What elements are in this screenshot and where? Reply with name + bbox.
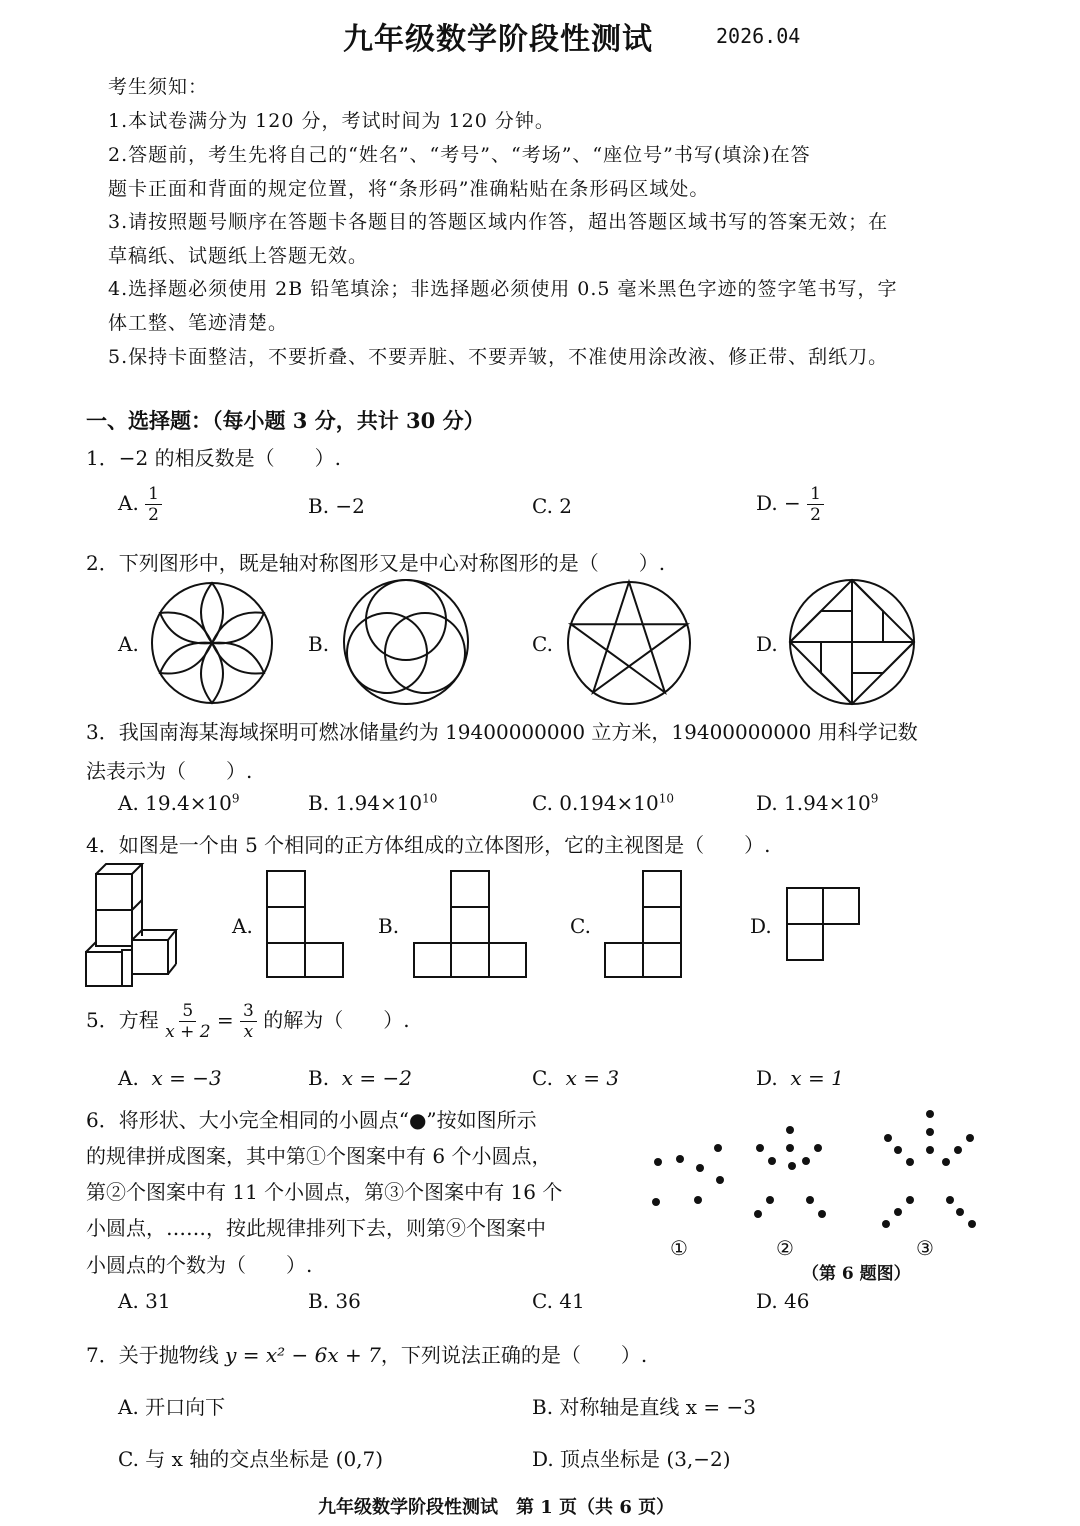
dot bbox=[714, 1144, 722, 1152]
dot bbox=[926, 1110, 934, 1118]
dot bbox=[754, 1210, 762, 1218]
question-1-stem: 1．−2 的相反数是（ ）. bbox=[86, 446, 341, 470]
dot bbox=[926, 1146, 934, 1154]
q5-option-a: A. x = −3 bbox=[118, 1066, 222, 1090]
dot bbox=[766, 1196, 774, 1204]
notice-line: 1.本试卷满分为 120 分，考试时间为 120 分钟。 bbox=[108, 110, 555, 132]
dot bbox=[954, 1146, 962, 1154]
q6-figure-label-2: ② bbox=[776, 1236, 794, 1260]
notice-line: 题卡正面和背面的规定位置，将“条形码”准确粘贴在条形码区域处。 bbox=[108, 178, 710, 200]
dot bbox=[788, 1162, 796, 1170]
q2-figure-c-star bbox=[566, 580, 692, 706]
q1-option-c: C. 2 bbox=[532, 494, 573, 518]
q3-option-c: C. $0.194\times 10^{10}$ bbox=[532, 791, 675, 815]
dot bbox=[716, 1176, 724, 1184]
q5-option-c: C. x = 3 bbox=[532, 1066, 620, 1090]
dot bbox=[906, 1196, 914, 1204]
question-4-stem: 4．如图是一个由 5 个相同的正方体组成的立体图形，它的主视图是（ ）. bbox=[86, 833, 771, 857]
dot bbox=[968, 1220, 976, 1228]
q7-option-a: A. 开口向下 bbox=[118, 1395, 226, 1419]
notice-line: 4.选择题必须使用 2B 铅笔填涂；非选择题必须使用 0.5 毫米黑色字迹的签字笔书写，字 bbox=[108, 278, 898, 300]
q6-option-d: D. 46 bbox=[756, 1289, 810, 1313]
q2-option-a-label: A. bbox=[118, 632, 139, 656]
q3-option-d: D. $1.94\times 10^9$ bbox=[756, 791, 879, 815]
dot bbox=[894, 1208, 902, 1216]
exam-date: 2026.04 bbox=[716, 24, 801, 48]
dot bbox=[894, 1146, 902, 1154]
q4-figure-d bbox=[785, 886, 861, 962]
dot bbox=[906, 1158, 914, 1166]
q4-solid-figure bbox=[84, 862, 178, 988]
q4-option-c-label: C. bbox=[570, 914, 591, 938]
q2-option-d-label: D. bbox=[756, 632, 778, 656]
dot bbox=[814, 1144, 822, 1152]
dot bbox=[694, 1196, 702, 1204]
dot bbox=[818, 1210, 826, 1218]
dot bbox=[756, 1144, 764, 1152]
question-6-line: 的规律拼成图案，其中第①个图案中有 6 个小圆点， bbox=[86, 1144, 552, 1168]
question-6-line: 6．将形状、大小完全相同的小圆点“●”按如图所示 bbox=[86, 1108, 537, 1132]
q3-option-a: A. $19.4\times 10^9$ bbox=[118, 791, 240, 815]
dot bbox=[806, 1196, 814, 1204]
page-footer: 九年级数学阶段性测试 第 1 页（共 6 页） bbox=[318, 1497, 675, 1518]
q2-option-b-label: B. bbox=[308, 632, 330, 656]
q6-figure-label-1: ① bbox=[670, 1236, 688, 1260]
q5-option-b: B. x = −2 bbox=[308, 1066, 413, 1090]
dot bbox=[942, 1158, 950, 1166]
question-3-stem-line1: 3．我国南海某海域探明可燃冰储量约为 19400000000 立方米，19400000000 用科学记数 bbox=[86, 720, 918, 744]
dot bbox=[956, 1208, 964, 1216]
question-3-stem-line2: 法表示为（ ）. bbox=[86, 759, 253, 783]
dot bbox=[652, 1198, 660, 1206]
dot bbox=[966, 1134, 974, 1142]
dot bbox=[786, 1144, 794, 1152]
dot bbox=[654, 1158, 662, 1166]
q4-figure-a bbox=[265, 869, 345, 979]
notice-line: 2.答题前，考生先将自己的“姓名”、“考号”、“考场”、“座位号”书写(填涂)在答 bbox=[108, 144, 811, 166]
q7-option-c: C. 与 x 轴的交点坐标是 (0,7) bbox=[118, 1447, 384, 1471]
q3-option-b: B. $1.94\times 10^{10}$ bbox=[308, 791, 438, 815]
question-7-stem: 7．关于抛物线 y = x² − 6x + 7，下列说法正确的是（ ）. bbox=[86, 1343, 648, 1367]
notice-line: 3.请按照题号顺序在答题卡各题目的答题区域内作答，超出答题区域书写的答案无效；在 bbox=[108, 211, 889, 233]
question-6-line: 第②个图案中有 11 个小圆点，第③个图案中有 16 个 bbox=[86, 1180, 563, 1204]
q4-figure-b bbox=[412, 869, 528, 979]
dot bbox=[786, 1126, 794, 1134]
notice-heading: 考生须知： bbox=[108, 76, 209, 98]
dot bbox=[802, 1157, 810, 1165]
q2-figure-b-three-circles bbox=[342, 578, 470, 706]
q1-option-b: B. −2 bbox=[308, 494, 365, 518]
q1-option-d: D. − $\frac{1}{2}$ bbox=[756, 484, 824, 525]
q4-option-a-label: A. bbox=[232, 914, 253, 938]
q6-figure-label-3: ③ bbox=[916, 1236, 934, 1260]
question-6-line: 小圆点的个数为（ ）. bbox=[86, 1253, 313, 1277]
dot bbox=[926, 1128, 934, 1136]
dot bbox=[884, 1134, 892, 1142]
q2-figure-a-flower bbox=[150, 581, 274, 705]
notice-line: 5.保持卡面整洁，不要折叠、不要弄脏、不要弄皱，不准使用涂改液、修正带、刮纸刀。 bbox=[108, 346, 889, 368]
dot bbox=[768, 1157, 776, 1165]
q2-option-c-label: C. bbox=[532, 632, 553, 656]
q6-figure-caption: （第 6 题图） bbox=[802, 1264, 911, 1284]
q4-option-b-label: B. bbox=[378, 914, 400, 938]
q2-figure-d-pinwheel bbox=[788, 578, 916, 706]
section-heading: 一、选择题：（每小题 3 分，共计 30 分） bbox=[86, 408, 485, 433]
dot bbox=[696, 1164, 704, 1172]
q7-option-d: D. 顶点坐标是 (3,−2) bbox=[532, 1447, 731, 1471]
q4-figure-c bbox=[603, 869, 683, 979]
notice-line: 体工整、笔迹清楚。 bbox=[108, 312, 289, 334]
q5-option-d: D. x = 1 bbox=[756, 1066, 844, 1090]
q6-option-b: B. 36 bbox=[308, 1289, 361, 1313]
page-title: 九年级数学阶段性测试 bbox=[343, 22, 653, 57]
notice-line: 草稿纸、试题纸上答题无效。 bbox=[108, 245, 369, 267]
q6-option-a: A. 31 bbox=[118, 1289, 171, 1313]
dot bbox=[946, 1196, 954, 1204]
q7-option-b: B. 对称轴是直线 x = −3 bbox=[532, 1395, 757, 1419]
q6-option-c: C. 41 bbox=[532, 1289, 585, 1313]
q4-option-d-label: D. bbox=[750, 914, 772, 938]
question-2-stem: 2．下列图形中，既是轴对称图形又是中心对称图形的是（ ）. bbox=[86, 551, 666, 575]
question-6-line: 小圆点，……，按此规律排列下去，则第⑨个图案中 bbox=[86, 1216, 546, 1240]
dot bbox=[676, 1155, 684, 1163]
q1-option-a: A. $\frac{1}{2}$ bbox=[118, 484, 162, 525]
question-5-stem: 5．方程 $\frac{5}{x + 2}$ = $\frac{3}{x}$ 的解为（ ）. bbox=[86, 1001, 410, 1042]
dot bbox=[882, 1220, 890, 1228]
